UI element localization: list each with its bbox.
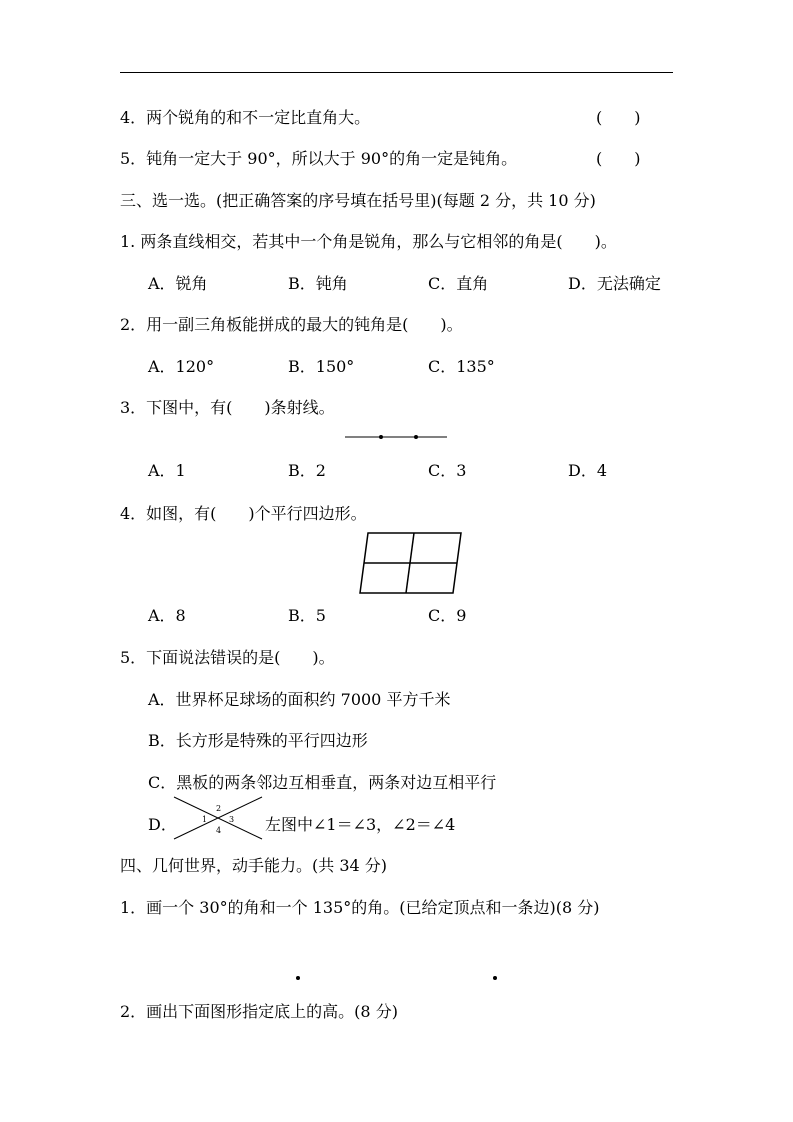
angle-label-4: 4 (216, 826, 222, 835)
q5-option-d-text[interactable]: 左图中∠1＝∠3，∠2＝∠4 (265, 815, 456, 834)
judge-question-4: 4．两个锐角的和不一定比直角大。 (120, 108, 371, 127)
q1-option-a[interactable]: A．锐角 (148, 274, 208, 293)
ray-point-right (414, 435, 418, 439)
choice-question-3: 3．下图中，有( )条射线。 (120, 398, 335, 417)
q5-option-c[interactable]: C．黑板的两条邻边互相垂直，两条对边互相平行 (148, 773, 497, 792)
q1-option-d[interactable]: D．无法确定 (568, 274, 661, 293)
q5-option-b[interactable]: B．长方形是特殊的平行四边形 (148, 731, 368, 750)
q3-option-b[interactable]: B．2 (288, 461, 326, 480)
q4-option-b[interactable]: B．5 (288, 606, 326, 625)
q4-option-a[interactable]: A．8 (148, 606, 186, 625)
q2-option-a[interactable]: A．120° (148, 357, 215, 376)
parallelogram-figure (355, 528, 467, 598)
draw-question-2: 2．画出下面图形指定底上的高。(8 分) (120, 1002, 398, 1021)
vertex-point-30 (296, 976, 300, 980)
judge-answer-5[interactable]: ( ) (596, 149, 641, 168)
q1-option-b[interactable]: B．钝角 (288, 274, 348, 293)
vertex-points (290, 970, 504, 984)
section-4-heading: 四、几何世界，动手能力。(共 34 分) (120, 856, 388, 875)
q3-option-c[interactable]: C．3 (428, 461, 467, 480)
choice-question-1: 1. 两条直线相交，若其中一个角是锐角，那么与它相邻的角是( )。 (120, 232, 617, 251)
q2-option-b[interactable]: B．150° (288, 357, 355, 376)
choice-question-5: 5．下面说法错误的是( )。 (120, 648, 335, 667)
intersecting-lines-figure (172, 795, 264, 841)
angle-label-1: 1 (202, 815, 208, 824)
judge-answer-4[interactable]: ( ) (596, 108, 641, 127)
angle-label-3: 3 (229, 815, 235, 824)
choice-question-2: 2．用一副三角板能拼成的最大的钝角是( )。 (120, 315, 463, 334)
header-rule (120, 72, 673, 73)
q5-option-d-label[interactable]: D． (148, 815, 177, 834)
choice-question-4: 4．如图，有( )个平行四边形。 (120, 504, 367, 523)
q5-option-a[interactable]: A．世界杯足球场的面积约 7000 平方千米 (148, 690, 451, 709)
vertex-point-135 (493, 976, 497, 980)
q2-option-c[interactable]: C．135° (428, 357, 495, 376)
q1-option-c[interactable]: C．直角 (428, 274, 489, 293)
q3-option-a[interactable]: A．1 (148, 461, 186, 480)
ray-figure (340, 430, 452, 444)
ray-point-left (379, 435, 383, 439)
q4-option-c[interactable]: C．9 (428, 606, 467, 625)
q3-option-d[interactable]: D．4 (568, 461, 608, 480)
draw-question-1: 1．画一个 30°的角和一个 135°的角。(已给定顶点和一条边)(8 分) (120, 898, 600, 917)
angle-label-2: 2 (216, 804, 222, 813)
section-3-heading: 三、选一选。(把正确答案的序号填在括号里)(每题 2 分，共 10 分) (120, 191, 596, 210)
judge-question-5: 5．钝角一定大于 90°，所以大于 90°的角一定是钝角。 (120, 149, 518, 168)
